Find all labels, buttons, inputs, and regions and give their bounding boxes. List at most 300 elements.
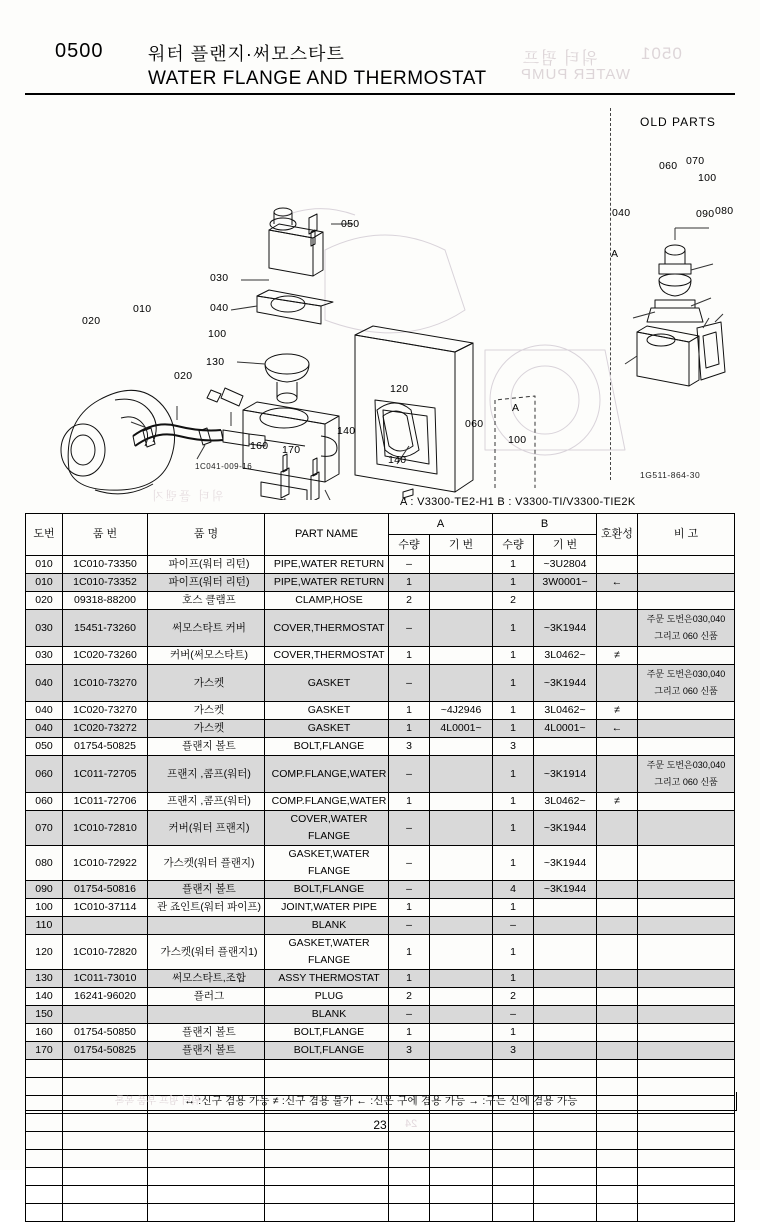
cell-name-kr: 써모스타트 커버 — [148, 610, 265, 647]
cell-qty-b: 1 — [493, 556, 534, 574]
cell-empty — [26, 1150, 63, 1168]
table-row[interactable] — [26, 935, 735, 970]
cell-empty — [63, 1168, 148, 1186]
callout-old-060: 060 — [659, 160, 678, 172]
cell-remark — [638, 574, 735, 592]
cell-empty — [638, 1168, 735, 1186]
cell-qty-b: 1 — [493, 647, 534, 665]
cell-gi-b — [534, 988, 597, 1006]
cell-qty-a: – — [389, 917, 430, 935]
cell-gi-b — [534, 1006, 597, 1024]
cell-part-no: 1C020-73270 — [63, 702, 148, 720]
cell-gi-a — [430, 556, 493, 574]
table-row[interactable] — [26, 970, 735, 988]
table-row[interactable] — [26, 647, 735, 665]
cell-empty — [26, 1186, 63, 1204]
callout-010: 010 — [133, 303, 152, 315]
cell-name-kr: 파이프(워터 리턴) — [148, 574, 265, 592]
cell-part-no: 1C010-72820 — [63, 935, 148, 970]
cell-qty-b: 1 — [493, 610, 534, 647]
th-group-b: B — [493, 514, 597, 535]
callout-020-a: 020 — [82, 315, 101, 327]
drawing-code-left: 1C041-009-16 — [195, 462, 253, 471]
cell-gi-b: 3L0462~ — [534, 793, 597, 811]
cell-gi-a — [430, 970, 493, 988]
cell-no: 040 — [26, 702, 63, 720]
callout-old-A: A — [611, 248, 619, 260]
table-row[interactable] — [26, 1042, 735, 1060]
cell-empty — [389, 1060, 430, 1078]
cell-empty — [430, 1150, 493, 1168]
cell-name-en: PLUG — [265, 988, 389, 1006]
cell-remark: 주문 도번은030,040 그리고 060 신품 — [638, 665, 735, 702]
cell-remark — [638, 720, 735, 738]
cell-empty — [26, 1204, 63, 1222]
cell-no: 060 — [26, 793, 63, 811]
cell-name-en: GASKET,WATER FLANGE — [265, 935, 389, 970]
table-row[interactable] — [26, 665, 735, 702]
section-code: 0500 — [55, 40, 104, 62]
cell-empty — [389, 1186, 430, 1204]
table-row[interactable] — [26, 610, 735, 647]
cell-empty — [148, 1186, 265, 1204]
cell-name-kr: 가스켓 — [148, 665, 265, 702]
th-gi-a: 기 번 — [430, 535, 493, 556]
th-gi-b: 기 번 — [534, 535, 597, 556]
cell-qty-a: 1 — [389, 1024, 430, 1042]
cell-qty-a: 1 — [389, 720, 430, 738]
cell-part-no: 01754-50816 — [63, 881, 148, 899]
cell-remark — [638, 917, 735, 935]
callout-100: 100 — [208, 328, 227, 340]
cell-part-no: 1C010-37114 — [63, 899, 148, 917]
cell-gi-b — [534, 935, 597, 970]
cell-gi-a — [430, 935, 493, 970]
cell-empty — [265, 1204, 389, 1222]
cell-name-kr: 가스켓 — [148, 702, 265, 720]
old-parts-label: OLD PARTS — [640, 115, 716, 129]
cell-name-en: GASKET — [265, 720, 389, 738]
table-row[interactable] — [26, 811, 735, 846]
cell-remark — [638, 935, 735, 970]
cell-qty-b: 1 — [493, 899, 534, 917]
cell-empty — [638, 1150, 735, 1168]
cell-name-en: GASKET,WATER FLANGE — [265, 846, 389, 881]
cell-name-en: PIPE,WATER RETURN — [265, 574, 389, 592]
cell-no: 120 — [26, 935, 63, 970]
cell-gi-b: ~3K1944 — [534, 665, 597, 702]
cell-gi-b: 4L0001~ — [534, 720, 597, 738]
cell-exchange — [597, 846, 638, 881]
cell-empty — [389, 1204, 430, 1222]
table-row-empty — [26, 1186, 735, 1204]
cell-empty — [638, 1186, 735, 1204]
section-title-en: WATER FLANGE AND THERMOSTAT — [147, 68, 487, 89]
cell-empty — [265, 1132, 389, 1150]
cell-name-kr: 파이프(워터 리턴) — [148, 556, 265, 574]
cell-gi-a — [430, 917, 493, 935]
cell-part-no: 1C020-73272 — [63, 720, 148, 738]
section-title-kr: 워터 플랜지·써모스타트 — [147, 44, 345, 64]
cell-name-kr: 플랜지 볼트 — [148, 881, 265, 899]
cell-qty-a: – — [389, 846, 430, 881]
table-row[interactable] — [26, 738, 735, 756]
cell-remark — [638, 988, 735, 1006]
callout-old-070: 070 — [686, 155, 705, 167]
table-row[interactable] — [26, 881, 735, 899]
cell-gi-b: ~3K1914 — [534, 756, 597, 793]
cell-remark — [638, 811, 735, 846]
cell-qty-a: 3 — [389, 738, 430, 756]
cell-remark — [638, 881, 735, 899]
cell-gi-a — [430, 846, 493, 881]
cell-exchange — [597, 1006, 638, 1024]
cell-qty-b: 1 — [493, 811, 534, 846]
cell-gi-b: 3L0462~ — [534, 647, 597, 665]
cell-remark — [638, 793, 735, 811]
cell-qty-b: 1 — [493, 665, 534, 702]
cell-qty-b: 4 — [493, 881, 534, 899]
cell-empty — [63, 1132, 148, 1150]
cell-empty — [148, 1150, 265, 1168]
table-row-empty — [26, 1204, 735, 1222]
table-row[interactable] — [26, 1006, 735, 1024]
callout-100-detail: 100 — [508, 434, 527, 446]
cell-no: 150 — [26, 1006, 63, 1024]
callout-050: 050 — [341, 218, 360, 230]
cell-exchange — [597, 738, 638, 756]
ghost-mid-text: 워터 플랜지 — [150, 489, 224, 503]
cell-gi-a — [430, 756, 493, 793]
cell-qty-b: 3 — [493, 1042, 534, 1060]
callout-140-a: 140 — [337, 425, 356, 437]
cell-exchange — [597, 811, 638, 846]
th-no: 도번 — [26, 514, 63, 556]
cell-exchange — [597, 881, 638, 899]
cell-no: 160 — [26, 1024, 63, 1042]
cell-gi-b — [534, 970, 597, 988]
table-row-empty — [26, 1168, 735, 1186]
cell-exchange — [597, 1024, 638, 1042]
cell-no: 020 — [26, 592, 63, 610]
cell-gi-b: ~3U2804 — [534, 556, 597, 574]
cell-remark — [638, 846, 735, 881]
cell-name-en: BOLT,FLANGE — [265, 1042, 389, 1060]
cell-empty — [638, 1060, 735, 1078]
cell-gi-a — [430, 1006, 493, 1024]
cell-qty-b: 1 — [493, 935, 534, 970]
cell-no: 040 — [26, 665, 63, 702]
cell-empty — [265, 1186, 389, 1204]
callout-old-100: 100 — [698, 172, 717, 184]
cell-part-no: 01754-50850 — [63, 1024, 148, 1042]
cell-name-kr: 플랜지 볼트 — [148, 1024, 265, 1042]
cell-part-no: 1C011-72705 — [63, 756, 148, 793]
cell-no: 030 — [26, 610, 63, 647]
cell-empty — [389, 1168, 430, 1186]
cell-empty — [493, 1132, 534, 1150]
cell-empty — [148, 1060, 265, 1078]
cell-gi-a — [430, 665, 493, 702]
cell-gi-b: ~3K1944 — [534, 881, 597, 899]
cell-empty — [493, 1204, 534, 1222]
cell-empty — [148, 1204, 265, 1222]
exchange-legend: ↔ :신구 겸용 가능 ≠ :신구 겸용 불가 ← :신은 구에 겸용 가능 → :구는 신에 겸용 가능 — [25, 1092, 737, 1111]
cell-no: 170 — [26, 1042, 63, 1060]
cell-name-kr: 가스켓(워터 플랜지) — [148, 846, 265, 881]
cell-name-en: COVER,THERMOSTAT — [265, 647, 389, 665]
cell-qty-a: – — [389, 756, 430, 793]
table-row[interactable] — [26, 846, 735, 881]
cell-gi-a — [430, 811, 493, 846]
cell-gi-a — [430, 881, 493, 899]
cell-exchange — [597, 556, 638, 574]
cell-no: 110 — [26, 917, 63, 935]
cell-gi-a — [430, 610, 493, 647]
cell-no: 030 — [26, 647, 63, 665]
cell-qty-a: 1 — [389, 970, 430, 988]
cell-part-no: 1C010-73270 — [63, 665, 148, 702]
cell-no: 040 — [26, 720, 63, 738]
cell-gi-b: ~3K1944 — [534, 610, 597, 647]
cell-part-no: 1C020-73260 — [63, 647, 148, 665]
cell-name-en: COMP.FLANGE,WATER — [265, 793, 389, 811]
cell-gi-b — [534, 738, 597, 756]
cell-empty — [265, 1150, 389, 1168]
table-row[interactable] — [26, 702, 735, 720]
callout-old-090: 090 — [696, 208, 715, 220]
cell-gi-b: ~3K1944 — [534, 846, 597, 881]
cell-gi-b: 3L0462~ — [534, 702, 597, 720]
cell-qty-b: 1 — [493, 970, 534, 988]
drawing-code-right: 1G511-864-30 — [640, 470, 701, 480]
cell-empty — [597, 1168, 638, 1186]
cell-part-no — [63, 917, 148, 935]
cell-empty — [63, 1186, 148, 1204]
cell-qty-a: – — [389, 881, 430, 899]
cell-no: 140 — [26, 988, 63, 1006]
cell-name-en: GASKET — [265, 702, 389, 720]
cell-exchange — [597, 1042, 638, 1060]
cell-gi-a — [430, 793, 493, 811]
cell-remark: 주문 도번은030,040 그리고 060 신품 — [638, 610, 735, 647]
cell-name-kr: 가스켓(워터 플랜지1) — [148, 935, 265, 970]
cell-exchange — [597, 970, 638, 988]
cell-exchange — [597, 592, 638, 610]
cell-empty — [63, 1204, 148, 1222]
cell-name-en: COVER,THERMOSTAT — [265, 610, 389, 647]
cell-remark — [638, 702, 735, 720]
cell-name-en: BOLT,FLANGE — [265, 881, 389, 899]
cell-remark — [638, 738, 735, 756]
cell-remark — [638, 1024, 735, 1042]
cell-qty-a: 2 — [389, 988, 430, 1006]
cell-gi-a: 4L0001~ — [430, 720, 493, 738]
cell-empty — [493, 1060, 534, 1078]
cell-empty — [597, 1204, 638, 1222]
cell-empty — [534, 1060, 597, 1078]
header-rule — [25, 93, 735, 95]
cell-part-no: 1C011-73010 — [63, 970, 148, 988]
cell-empty — [26, 1132, 63, 1150]
cell-gi-a — [430, 592, 493, 610]
cell-qty-b: 1 — [493, 720, 534, 738]
cell-gi-b — [534, 592, 597, 610]
cell-name-en: ASSY THERMOSTAT — [265, 970, 389, 988]
cell-gi-a — [430, 1024, 493, 1042]
cell-empty — [430, 1132, 493, 1150]
table-row-empty — [26, 1132, 735, 1150]
cell-qty-b: – — [493, 1006, 534, 1024]
cell-gi-b — [534, 1024, 597, 1042]
cell-name-kr: 호스 클램프 — [148, 592, 265, 610]
table-row[interactable] — [26, 574, 735, 592]
cell-empty — [638, 1204, 735, 1222]
cell-part-no: 16241-96020 — [63, 988, 148, 1006]
cell-remark — [638, 1006, 735, 1024]
page-header — [55, 40, 715, 90]
cell-gi-a — [430, 988, 493, 1006]
cell-name-en: BOLT,FLANGE — [265, 1024, 389, 1042]
cell-name-en: BLANK — [265, 917, 389, 935]
cell-gi-b — [534, 899, 597, 917]
cell-name-en: PIPE,WATER RETURN — [265, 556, 389, 574]
cell-empty — [430, 1204, 493, 1222]
cell-qty-a: – — [389, 556, 430, 574]
cell-no: 130 — [26, 970, 63, 988]
cell-name-kr: 프랜지 ,콤프(워터) — [148, 793, 265, 811]
cell-name-en: BOLT,FLANGE — [265, 738, 389, 756]
cell-name-kr — [148, 917, 265, 935]
cell-remark — [638, 899, 735, 917]
cell-qty-b: 1 — [493, 1024, 534, 1042]
cell-name-kr: 커버(써모스타트) — [148, 647, 265, 665]
cell-exchange — [597, 917, 638, 935]
cell-qty-b: 2 — [493, 988, 534, 1006]
callout-old-080: 080 — [715, 205, 734, 217]
cell-remark — [638, 970, 735, 988]
table-row[interactable] — [26, 720, 735, 738]
ghost-bottom-text: 워터 펌프 부품 목록 — [115, 1096, 201, 1107]
cell-qty-a: – — [389, 610, 430, 647]
cell-empty — [26, 1168, 63, 1186]
th-name-kr: 품 명 — [148, 514, 265, 556]
cell-gi-a — [430, 647, 493, 665]
section-titles — [148, 40, 487, 90]
cell-empty — [638, 1132, 735, 1150]
cell-exchange — [597, 665, 638, 702]
cell-qty-a: 1 — [389, 647, 430, 665]
cell-name-en: COMP.FLANGE,WATER — [265, 756, 389, 793]
cell-name-en: CLAMP,HOSE — [265, 592, 389, 610]
cell-exchange — [597, 756, 638, 793]
cell-exchange: ≠ — [597, 702, 638, 720]
callout-old-040: 040 — [612, 207, 631, 219]
cell-exchange: ← — [597, 720, 638, 738]
cell-qty-a: 2 — [389, 592, 430, 610]
callout-020-b: 020 — [174, 370, 193, 382]
cell-exchange — [597, 935, 638, 970]
table-row[interactable] — [26, 988, 735, 1006]
cell-part-no: 01754-50825 — [63, 738, 148, 756]
page-number: 23 — [373, 1118, 387, 1132]
table-row[interactable] — [26, 556, 735, 574]
cell-gi-a: ~4J2946 — [430, 702, 493, 720]
th-qty-b: 수량 — [493, 535, 534, 556]
cell-empty — [534, 1186, 597, 1204]
exploded-diagram — [25, 100, 735, 500]
cell-qty-a: – — [389, 811, 430, 846]
cell-name-kr: 프랜지 ,콤프(워터) — [148, 756, 265, 793]
callout-170: 170 — [282, 444, 301, 456]
callout-detail-A: A — [512, 402, 520, 414]
ghost-code: 0501 — [640, 44, 682, 63]
ghost-page-number: 24 — [405, 1118, 418, 1130]
cell-empty — [493, 1168, 534, 1186]
cell-empty — [597, 1060, 638, 1078]
cell-empty — [389, 1132, 430, 1150]
cell-empty — [265, 1168, 389, 1186]
cell-part-no: 1C010-72922 — [63, 846, 148, 881]
callout-160: 160 — [250, 440, 269, 452]
cell-qty-a: 1 — [389, 702, 430, 720]
table-row[interactable] — [26, 1024, 735, 1042]
table-row[interactable] — [26, 917, 735, 935]
cell-gi-a — [430, 574, 493, 592]
cell-no: 090 — [26, 881, 63, 899]
th-group-a: A — [389, 514, 493, 535]
cell-part-no: 15451-73260 — [63, 610, 148, 647]
cell-empty — [430, 1060, 493, 1078]
callout-040: 040 — [210, 302, 229, 314]
callout-140-b: 140 — [388, 454, 407, 466]
cell-empty — [534, 1132, 597, 1150]
cell-gi-a — [430, 1042, 493, 1060]
cell-empty — [148, 1168, 265, 1186]
cell-part-no: 1C010-73352 — [63, 574, 148, 592]
table-row[interactable] — [26, 756, 735, 793]
callout-060: 060 — [465, 418, 484, 430]
cell-name-kr: 가스켓 — [148, 720, 265, 738]
cell-empty — [597, 1186, 638, 1204]
cell-name-en: JOINT,WATER PIPE — [265, 899, 389, 917]
table-row[interactable] — [26, 793, 735, 811]
cell-name-en: COVER,WATER FLANGE — [265, 811, 389, 846]
cell-qty-a: 1 — [389, 935, 430, 970]
cell-name-en: GASKET — [265, 665, 389, 702]
cell-qty-a: – — [389, 665, 430, 702]
cell-empty — [597, 1132, 638, 1150]
cell-empty — [265, 1060, 389, 1078]
cell-qty-a: 1 — [389, 574, 430, 592]
cell-empty — [534, 1150, 597, 1168]
diagram-artwork — [25, 100, 735, 500]
cell-qty-a: 1 — [389, 899, 430, 917]
cell-qty-b: – — [493, 917, 534, 935]
cell-remark — [638, 592, 735, 610]
cell-no: 060 — [26, 756, 63, 793]
cell-name-en: BLANK — [265, 1006, 389, 1024]
table-row[interactable] — [26, 899, 735, 917]
cell-part-no: 1C010-73350 — [63, 556, 148, 574]
cell-gi-b: 3W0001~ — [534, 574, 597, 592]
cell-empty — [493, 1186, 534, 1204]
cell-exchange: ≠ — [597, 647, 638, 665]
table-row[interactable] — [26, 592, 735, 610]
cell-no: 010 — [26, 556, 63, 574]
cell-qty-b: 1 — [493, 846, 534, 881]
cell-no: 100 — [26, 899, 63, 917]
